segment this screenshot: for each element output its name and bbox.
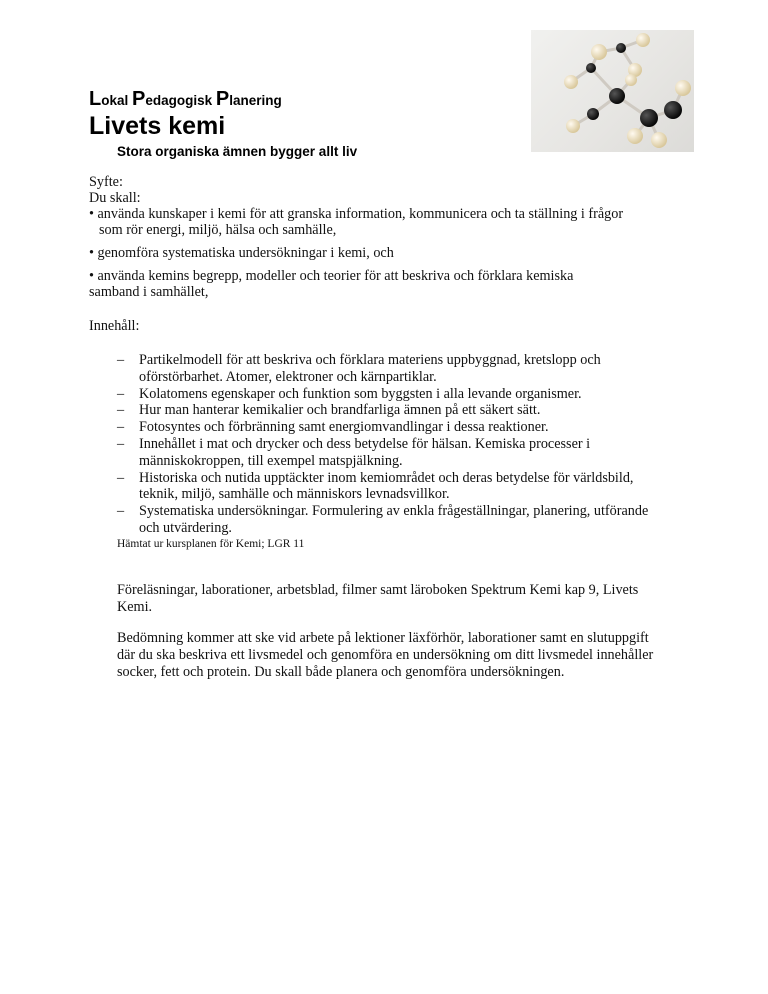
list-item	[117, 352, 657, 386]
list-item	[117, 386, 657, 403]
syfte-section	[89, 174, 709, 300]
list-item-text: Hur man hanterar kemikalier och brandfarliga ämnen på ett säkert sätt.	[139, 402, 541, 419]
dash-marker: –	[117, 419, 125, 436]
dash-marker: –	[117, 435, 125, 452]
syfte-bullet: • använda kunskaper i kemi för att granska information, kommunicera och ta ställning i frågor	[89, 206, 624, 222]
list-item	[117, 470, 657, 504]
list-item-text: Kolatomens egenskaper och funktion som byggsten i alla levande organismer.	[139, 385, 582, 402]
dash-marker: –	[117, 352, 125, 368]
list-item-text: Partikelmodell för att beskriva och förklara materiens uppbyggnad, kretslopp och oförstörbarhet. Atomer, elektroner och kärnpartiklar.	[139, 352, 601, 385]
syfte-bullet: • använda kemins begrepp, modeller och teorier för att beskriva och förklara kemiska	[89, 268, 574, 284]
dash-marker: –	[117, 385, 125, 402]
list-item-text: Systematiska undersökningar. Formulering av enkla frågeställningar, planering, utförande och utvärdering.	[139, 503, 649, 536]
arbetssatt-paragraph: Föreläsningar, laborationer, arbetsblad, filmer samt läroboken Spektrum Kemi kap 9, Livets Kemi.	[117, 582, 639, 615]
syfte-heading: Syfte:	[89, 174, 123, 190]
dash-marker: –	[117, 503, 125, 520]
molecule-icon	[531, 30, 694, 152]
syfte-bullet-continuation: som rör energi, miljö, hälsa och samhälle,	[99, 222, 337, 238]
molecule-model-image	[531, 30, 694, 152]
lpp-word-pedagogisk: edagogisk	[145, 93, 216, 108]
source-note: Hämtat ur kursplanen för Kemi; LGR 11	[117, 538, 305, 550]
list-item-text: Historiska och nutida upptäckter inom kemiområdet och deras betydelse för världsbild, teknik, miljö, samhälle och människors levnadsvillkor.	[139, 469, 634, 503]
dash-marker: –	[117, 402, 125, 419]
lpp-heading	[89, 88, 282, 111]
lpp-word-lokal: okal	[101, 93, 132, 108]
bedomning-paragraph: Bedömning kommer att ske vid arbete på lektioner läxförhör, laborationer samt en slutuppgift där du ska beskriva ett livsmedel och genomföra en undersökning om ditt livsmedel innehåller socker, fett och protein. Du skall både planera och genomföra undersökningen.	[117, 630, 654, 680]
page-subtitle: Stora organiska ämnen bygger allt liv	[117, 144, 358, 159]
innehall-list	[117, 352, 657, 537]
lpp-initial-p2: P	[215, 88, 230, 110]
syfte-intro: Du skall:	[89, 190, 141, 206]
list-item	[117, 419, 657, 436]
list-item-text: Innehållet i mat och drycker och dess betydelse för hälsan. Kemiska processer i människokroppen, till exempel matspjälkning.	[139, 435, 591, 469]
lpp-initial-l: L	[89, 88, 102, 110]
list-item	[117, 402, 657, 419]
list-item	[117, 503, 657, 537]
dash-marker: –	[117, 469, 125, 486]
list-item	[117, 436, 657, 470]
syfte-bullet-continuation: samband i samhället,	[89, 284, 209, 300]
page-title: Livets kemi	[89, 112, 226, 140]
list-item-text: Fotosyntes och förbränning samt energiomvandlingar i dessa reaktioner.	[139, 419, 549, 436]
innehall-heading: Innehåll:	[89, 318, 140, 334]
syfte-bullet: • genomföra systematiska undersökningar i kemi, och	[89, 245, 394, 261]
lpp-initial-p1: P	[131, 88, 146, 110]
lpp-word-planering: lanering	[229, 93, 282, 108]
